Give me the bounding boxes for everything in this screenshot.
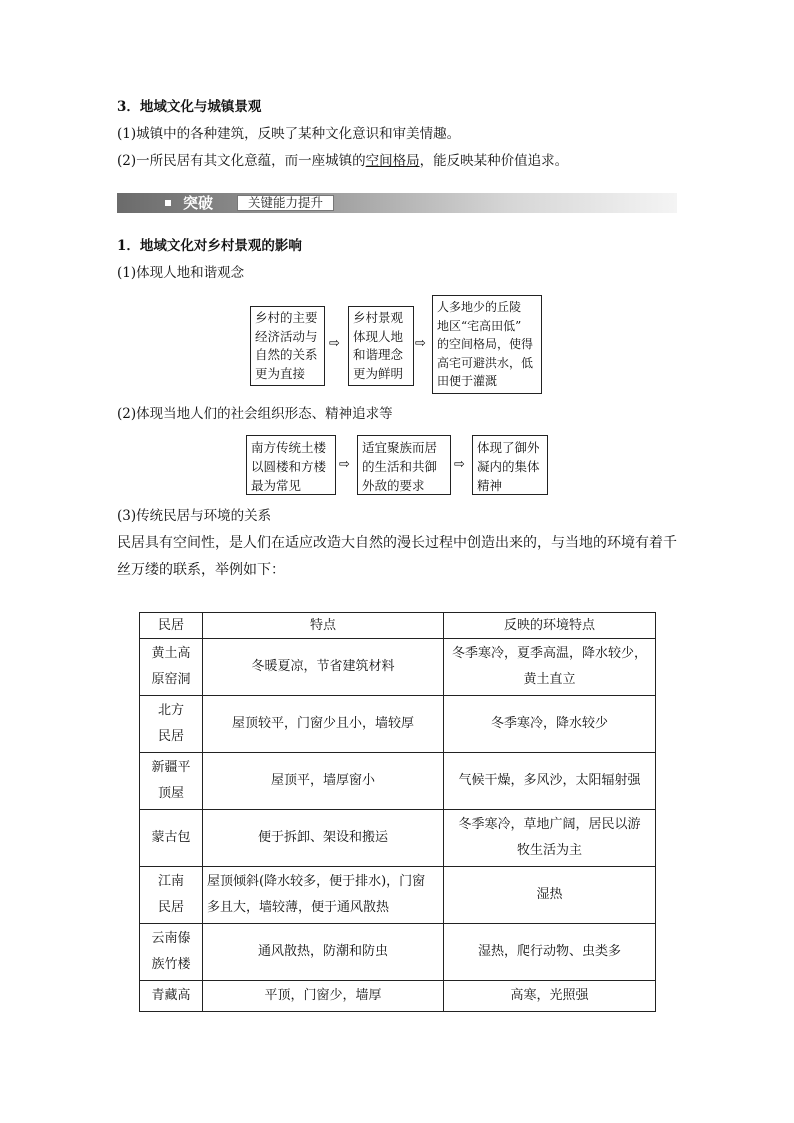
cell-line: 冬季寒冷，夏季高温，降水较少，: [451, 646, 647, 661]
banner-main-label: 突破: [183, 194, 214, 212]
table-header-row: [140, 613, 656, 639]
cell-line: 屋顶较平，门窗少且小，墙较厚: [231, 716, 414, 731]
cell-line: 冬暖夏凉，节省建筑材料: [251, 659, 395, 674]
table-cell-feature: [203, 639, 444, 696]
section3-paragraph-1: (1)城镇中的各种建筑，反映了某种文化意识和审美情趣。: [117, 126, 461, 142]
cell-line: 顶屋: [157, 786, 184, 801]
flow1-box-1-line: 乡村的主要: [255, 310, 318, 325]
paragraph-line-1: 民居具有空间性，是人们在适应改造大自然的漫长过程中创造出来的，与当地的环境有着千: [117, 535, 677, 551]
cell-line: 牧生活为主: [516, 843, 582, 858]
table-cell-feature: [203, 696, 444, 753]
cell-line: 便于拆卸、架设和搬运: [257, 830, 388, 845]
flow1-box-2-line: 和谐理念: [353, 347, 404, 362]
flow1-box-3-line: 地区“宅高田低”: [437, 318, 522, 333]
table-cell-env: [444, 810, 656, 867]
cell-line: 原窑洞: [151, 672, 191, 687]
flow2-box-3-line: 凝内的集体: [477, 459, 540, 474]
cell-line: 黄土直立: [523, 672, 576, 687]
banner-sub-label: 关键能力提升: [237, 195, 334, 211]
dwelling-table: [139, 612, 656, 1012]
cell-line: 屋顶倾斜(降水较多，便于排水)，门窗: [207, 874, 426, 889]
flow1-arrow-icon: ⇨: [329, 336, 340, 351]
table-cell-name: [140, 981, 203, 1012]
flow1-box-1-line: 自然的关系: [255, 347, 318, 362]
section3-paragraph-2: [117, 153, 568, 169]
flow2-box-1: [246, 435, 336, 495]
table-cell-env: [444, 753, 656, 810]
cell-line: 黄土高: [151, 646, 191, 661]
table-cell-name: [140, 810, 203, 867]
section-banner: [117, 193, 677, 213]
flow1-box-1: [250, 306, 325, 386]
table-row: [140, 867, 656, 924]
cell-line: 高寒，光照强: [510, 988, 589, 1003]
table-cell-env: [444, 639, 656, 696]
flow1-box-3-line: 人多地少的丘陵: [437, 300, 522, 314]
flow2-arrow-icon: ⇨: [339, 457, 350, 472]
flow1-box-2-line: 体现人地: [353, 328, 404, 344]
table-header-cell: 民居: [140, 613, 203, 639]
flow1-box-3-line: 田便于灌溉: [437, 374, 498, 388]
flow1-box-3: [432, 295, 542, 394]
section3-title: 3．地域文化与城镇景观: [117, 99, 262, 115]
flow2-box-2-line: 适宜聚族而居: [362, 440, 438, 455]
cell-line: 蒙古包: [151, 830, 191, 845]
table-row: [140, 981, 656, 1012]
cell-line: 湿热: [536, 887, 563, 902]
section1-title: 1．地域文化对乡村景观的影响: [117, 238, 302, 254]
p2-underlined: 空间格局: [365, 153, 420, 169]
cell-line: 民居: [157, 900, 184, 915]
table-cell-feature: [203, 753, 444, 810]
flow2-box-3: [472, 435, 548, 495]
cell-line: 屋顶平，墙厚窗小: [270, 773, 375, 788]
table-row: [140, 696, 656, 753]
table-row: [140, 810, 656, 867]
flow1-arrow-icon: ⇨: [415, 336, 426, 351]
cell-line: 多且大，墙较薄，便于通风散热: [207, 900, 390, 915]
table-row: [140, 753, 656, 810]
cell-line: 民居: [157, 729, 184, 744]
cell-line: 气候干燥，多风沙，太阳辐射强: [458, 773, 641, 788]
table-cell-feature: [203, 924, 444, 981]
flow2-box-1-line: 最为常见: [251, 478, 302, 493]
flow1-box-2: [348, 306, 414, 386]
p2-part-b: ，能反映某种价值追求。: [419, 153, 569, 169]
flow1-box-2-line: 更为鲜明: [353, 365, 404, 381]
table-row: [140, 639, 656, 696]
paragraph-line-2: 丝万缕的联系，举例如下：: [117, 562, 285, 578]
flow1-box-1-line: 更为直接: [255, 365, 306, 381]
table-cell-feature: [203, 981, 444, 1012]
cell-line: 平顶，门窗少，墙厚: [264, 988, 382, 1003]
flow2-box-3-line: 体现了御外: [477, 440, 540, 455]
flow1-box-3-line: 高宅可避洪水，低: [437, 355, 534, 370]
table-header-cell: 反映的环境特点: [444, 613, 656, 639]
subsection-1-heading: (1)体现人地和谐观念: [117, 265, 245, 281]
flow2-box-2-line: 的生活和共御: [362, 459, 438, 474]
table-cell-name: [140, 639, 203, 696]
table-header-cell: 特点: [203, 613, 444, 639]
flow2-box-3-line: 精神: [477, 478, 503, 493]
subsection-3-heading: (3)传统民居与环境的关系: [117, 508, 272, 524]
subsection-2-heading: (2)体现当地人们的社会组织形态、精神追求等: [117, 406, 393, 422]
flow2-arrow-icon: ⇨: [454, 457, 465, 472]
table-cell-env: [444, 924, 656, 981]
flow2-box-1-line: 以圆楼和方楼: [251, 459, 327, 474]
table-cell-feature: [203, 867, 444, 924]
table-cell-env: [444, 696, 656, 753]
cell-line: 新疆平: [151, 760, 191, 775]
table-cell-name: [140, 753, 203, 810]
cell-line: 通风散热，防潮和防虫: [257, 944, 388, 959]
cell-line: 冬季寒冷，降水较少: [490, 716, 608, 731]
cell-line: 湿热，爬行动物、虫类多: [477, 944, 621, 959]
flow1-box-2-line: 乡村景观: [353, 310, 404, 325]
cell-line: 云南傣: [151, 931, 191, 946]
table-cell-env: [444, 867, 656, 924]
cell-line: 青藏高: [151, 988, 191, 1003]
table-cell-feature: [203, 810, 444, 867]
cell-line: 北方: [157, 703, 184, 718]
table-cell-name: [140, 924, 203, 981]
flow2-box-1-line: 南方传统土楼: [251, 440, 327, 455]
cell-line: 族竹楼: [151, 957, 191, 972]
flow2-box-2: [357, 435, 451, 495]
table-cell-name: [140, 696, 203, 753]
table-cell-env: [444, 981, 656, 1012]
flow1-box-3-line: 的空间格局，使得: [437, 337, 534, 351]
cell-line: 冬季寒冷，草地广阔，居民以游: [458, 817, 641, 832]
flow2-box-2-line: 外敌的要求: [362, 478, 425, 493]
banner-square-icon: [165, 200, 171, 206]
p2-part-a: (2)一所民居有其文化意蕴，而一座城镇的: [117, 153, 366, 169]
flow1-box-1-line: 经济活动与: [255, 328, 318, 344]
cell-line: 江南: [157, 874, 184, 889]
table-cell-name: [140, 867, 203, 924]
table-row: [140, 924, 656, 981]
